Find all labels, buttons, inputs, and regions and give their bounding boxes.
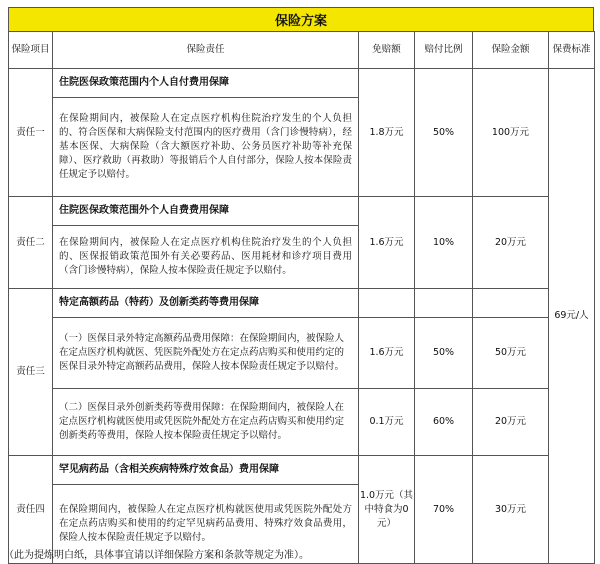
item-4: 责任四 [9, 456, 53, 564]
row-3-sub-2-desc: （二）医保目录外创新类药等费用保障：在保险期间内，被保险人在定点医疗机构就医使用或凭医院外配处方在定点药店购买和使用约定创新类药等费用，保险人按本保险责任规定予以赔付。 [53, 389, 359, 456]
row-4-amount: 30万元 [473, 456, 549, 564]
row-2-title [9, 197, 595, 226]
row-3-title-text: 特定高额药品（特药）及创新类药等费用保障 [53, 289, 359, 318]
row-3-sub-1 [9, 318, 595, 389]
row-1-ratio: 50% [415, 69, 473, 197]
row-1-title-text: 住院医保政策范围内个人自付费用保障 [53, 69, 359, 98]
item-3: 责任三 [9, 289, 53, 456]
plan-title: 保险方案 [8, 7, 594, 31]
footnote: （此为提炼明白纸，具体事宜请以详细保险方案和条款等规定为准）。 [4, 550, 309, 561]
row-1-title [9, 69, 595, 98]
row-3-sub-1-desc: （一）医保目录外特定高额药品费用保障：在保险期间内，被保险人在定点医疗机构就医、凭医院外配处方在定点药店购买和使用约定的医保目录外特定高额药品费用，保险人按本保险责任规定予以赔付。 [53, 318, 359, 389]
row-4-ratio: 70% [415, 456, 473, 564]
premium-value: 69元/人 [549, 69, 595, 564]
item-1: 责任一 [9, 69, 53, 197]
header-row [9, 32, 595, 69]
row-2-deductible: 1.6万元 [359, 197, 415, 289]
row-3-sub-2 [9, 389, 595, 456]
row-3-sub-1-deductible: 1.6万元 [359, 318, 415, 389]
header-premium: 保费标准 [549, 32, 595, 69]
item-2: 责任二 [9, 197, 53, 289]
plan-table [8, 31, 595, 564]
row-4-title-text: 罕见病药品（含相关疾病特殊疗效食品）费用保障 [53, 456, 359, 485]
row-3-sub-1-amount: 50万元 [473, 318, 549, 389]
row-3-title-spacer [473, 289, 549, 318]
row-2-desc-text: 在保险期间内，被保险人在定点医疗机构住院治疗发生的个人负担的、医保报销政策范围外有关必要药品、医用耗材和诊疗项目费用（含门诊慢特病），保险人按本保险责任规定予以赔付。 [53, 226, 359, 289]
row-1-desc-text: 在保险期间内，被保险人在定点医疗机构住院治疗发生的个人负担的、符合医保和大病保险支付范围内的医疗费用（含门诊慢特病），经基本医保、大病保险（含大额医疗补助、公务员医疗补助等补充保障）、医疗救助（再救助）等报销后个人自付部分，保险人按本保险责任规定予以赔付。 [53, 98, 359, 197]
header-liability: 保险责任 [53, 32, 359, 69]
header-ratio: 赔付比例 [415, 32, 473, 69]
row-1-deductible: 1.8万元 [359, 69, 415, 197]
row-4-title [9, 456, 595, 485]
insurance-plan [8, 7, 594, 564]
header-deductible: 免赔额 [359, 32, 415, 69]
row-3-sub-2-deductible: 0.1万元 [359, 389, 415, 456]
header-item: 保险项目 [9, 32, 53, 69]
row-3-title-spacer [415, 289, 473, 318]
row-3-sub-1-ratio: 50% [415, 318, 473, 389]
row-3-sub-2-amount: 20万元 [473, 389, 549, 456]
row-4-deductible: 1.0万元（其中特食为0元） [359, 456, 415, 564]
row-2-title-text: 住院医保政策范围外个人自费费用保障 [53, 197, 359, 226]
row-3-title [9, 289, 595, 318]
row-3-title-spacer [359, 289, 415, 318]
row-3-sub-2-ratio: 60% [415, 389, 473, 456]
row-4-desc-text: 在保险期间内，被保险人在定点医疗机构就医使用或凭医院外配处方在定点药店购买和使用的约定罕见病药品费用、特殊疗效食品费用，保险人按本保险责任规定予以赔付。 [53, 485, 359, 564]
row-1-amount: 100万元 [473, 69, 549, 197]
header-amount: 保险金额 [473, 32, 549, 69]
row-2-ratio: 10% [415, 197, 473, 289]
row-2-amount: 20万元 [473, 197, 549, 289]
